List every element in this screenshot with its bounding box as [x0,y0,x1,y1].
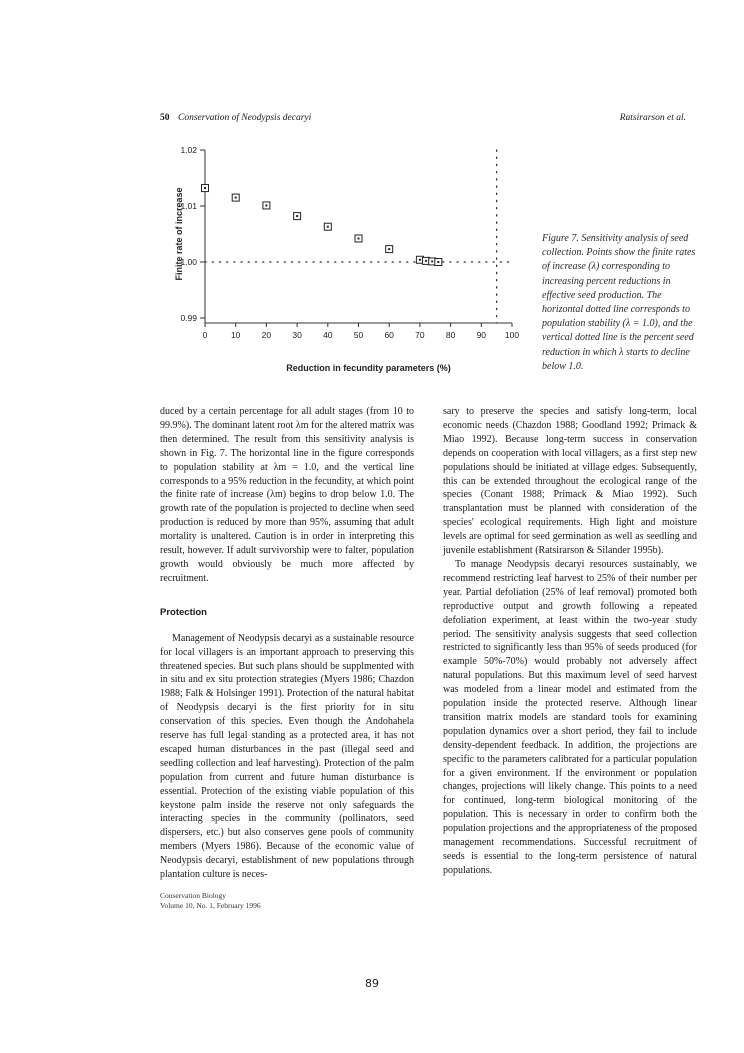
x-tick-label: 20 [261,330,272,340]
y-tick-label: 0.99 [180,313,197,323]
x-ticks [203,323,520,340]
x-tick-label: 70 [415,330,425,340]
pdf-page-number: 89 [365,977,379,990]
page-number: 50 [160,113,170,123]
journal-name: Conservation Biology [160,891,227,900]
x-axis-label: Reduction in fecundity parameters (%) [286,363,451,373]
x-tick-label: 80 [445,330,456,340]
y-tick-label: 1.00 [180,257,197,267]
y-tick-label: 1.02 [180,145,197,155]
x-tick-label: 10 [230,330,241,340]
journal-volume: Volume 10, No. 1, February 1996 [160,900,261,910]
x-tick-label: 30 [292,330,302,340]
data-point-center [235,197,237,199]
data-point-center [358,237,360,239]
x-tick-label: 0 [202,330,208,340]
section-heading-protection: Protection [160,606,207,618]
data-point-center [388,248,390,250]
y-ticks [180,145,205,323]
figure-caption: Figure 7. Sensitivity analysis of seed collection. Points show the finite rates of increase (λ) corresponding to increasing percent reductions in effective seed production. The horizontal dotted line corresponds to population stability (λ = 1.0), and the vertical dotted line is the percent seed reduction in which λ starts to decline below 1.0. [542,233,696,372]
left-paragraph-1: duced by a certain percentage for all adult stages (from 10 to 99.9%). The dominant latent root λm for the altered matrix was then determined. The result from this sensitivity analysis is shown in Fig. 7. The horizontal line in the figure corresponds to population stability at λm = 1.0, and the vertical line corresponds to a 95% reduction in the fecundity, at which point the finite rate of increase (λm) begins to drop below 1.0. The growth rate of the population is projected to decline when seed production is reduced by more than 95%, assuming that adult mortality is unaltered. Caution is in order in interpreting this result, however. If adult survivorship were to falter, population growth would obviously be much more affected by recruitment. [160,406,414,584]
right-paragraph-2: To manage Neodypsis decaryi resources sustainably, we recommend restricting leaf harvest to 25% of their number per year. Partial defoliation (25% of leaf removal) promoted both reproductive output and growth following a repeated defoliation experiment, at least within the two-year study period. The sensitivity analysis suggests that seed collection restricted to significantly less than 95% of seeds produced (for example 50%-70%) would probably not adversely affect natural populations. But this maximum level of seed harvest was modeled from a linear model and estimated from the population inside the protected reserve. Although linear transition matrix models are standard tools for examining population dynamics over a short period, they fail to include density-dependent feedback. In addition, the projections are specific to the parameters calibrated for a particular population for a given environment. If the environment or population changes, projections will likely change. This points to a need for continued, long-term biological monitoring of the population. This is necessary in order to confirm both the population projections and the appropriateness of the proposed management recommendations. Successful recruitment of seeds is essential to the long-term persistence of natural populations. [443,558,697,876]
left-paragraph-2: Management of Neodypsis decaryi as a sustainable resource for local villagers is an important approach to preserving this threatened species. But such plans should be supplmented with in situ and ex situ protection strategies (Myers 1986; Chazdon 1988; Falk & Holsinger 1991). Protection of the natural habitat of Neodypsis decaryi is the first priority for in situ conservation of this species. Even though the Andohahela reserve has full legal standing as a protected area, it has not escaped human disturbances in the past (illegal seed and seedling collection and leaf harvesting). Protection of the palm population from current and future human disturbance is essential. Protection of the existing viable population of this keystone palm inside the reserve not only safeguards the interacting species in the community (pollinators, seed dispersers, etc.) but also conserves gene pools of community members (Myers 1986). Because of the economic value of Neodypsis decaryi, establishment of new populations through plantation culture is neces- [160,632,414,881]
data-point-center [327,226,329,228]
data-points [202,185,442,266]
running-title-prefix: Conservation of [178,113,242,123]
running-authors: Ratsirarson et al. [619,113,686,123]
x-tick-label: 60 [384,330,394,340]
data-point-center [437,261,439,263]
figure-7-chart [160,135,540,380]
data-point-center [431,260,433,262]
right-paragraph-1: sary to preserve the species and satisfy long-term, local economic needs (Chazdon 1988; Goodland 1992; Primack & Miao 1992). Because long-term success in conservation depends on cooperation with local villagers, as a first step new populations should be initiated at village edges. Subsequently, this can be extended throughout the ecological range of the species (Conant 1988; Primack & Miao 1992). Such transplantation must be planned with consideration of the species' ecological requirements. High light and moisture levels are optimal for seed germination as well as seedling and juvenile establishment (Ratsirarson & Silander 1995b). [443,406,697,557]
right-column [443,405,697,878]
x-tick-label: 50 [353,330,364,340]
data-point-center [419,259,421,261]
y-tick-label: 1.01 [180,201,197,211]
journal-footer [160,891,261,910]
data-point-center [204,187,206,189]
y-axis-label: Finite rate of increase [174,187,184,281]
data-point-center [265,204,267,206]
x-tick-label: 100 [504,330,520,340]
left-column [160,405,414,882]
running-title-species: Neodypsis decaryi [241,113,312,123]
data-point-center [425,260,427,262]
x-tick-label: 40 [323,330,333,340]
x-tick-label: 90 [476,330,487,340]
running-title [178,113,311,123]
data-point-center [296,215,298,217]
